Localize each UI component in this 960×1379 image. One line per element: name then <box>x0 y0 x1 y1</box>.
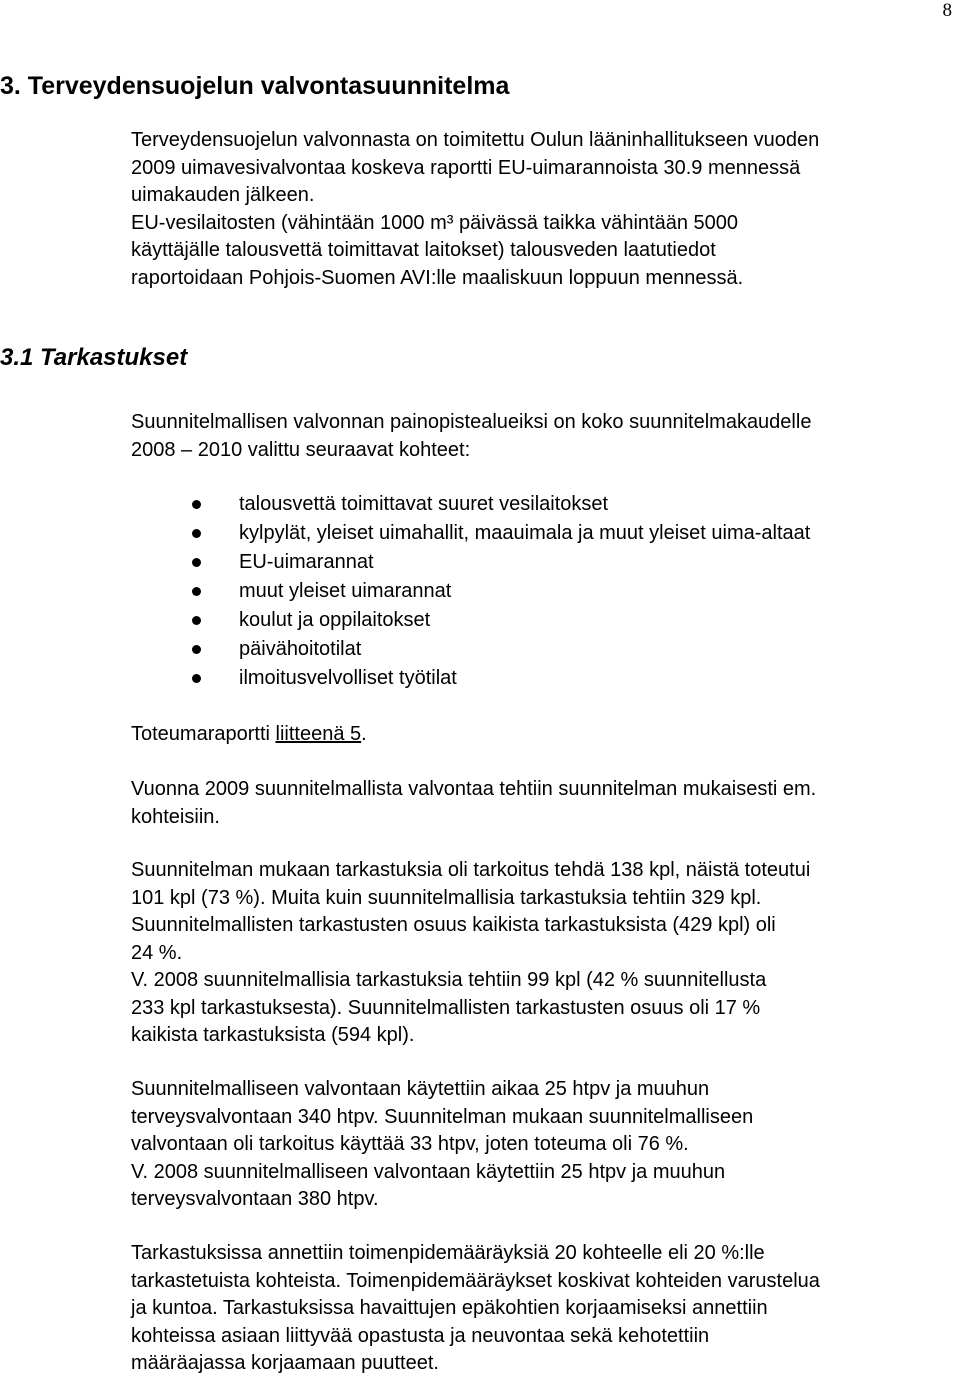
text-line: terveysvalvontaan 380 htpv. <box>131 1188 379 1210</box>
text-line: EU-vesilaitosten (vähintään 1000 m³ päivässä taikka vähintään 5000 <box>131 211 739 234</box>
lead-paragraph <box>131 409 957 464</box>
list-item-label: kylpylät, yleiset uimahallit, maauimala ja muut yleiset uima-altaat <box>239 522 811 544</box>
text-line: uimakauden jälkeen. <box>131 184 315 206</box>
text-line: kohteissa asiaan liittyvää opastusta ja neuvontaa sekä kehotettiin <box>131 1324 710 1347</box>
text-line: Terveydensuojelun valvonnasta on toimitettu Oulun lääninhallitukseen vuoden <box>131 129 820 151</box>
paragraph-inspections <box>131 857 957 1050</box>
list-item <box>131 577 951 606</box>
text-line: kaikista tarkastuksista (594 kpl). <box>131 1024 415 1046</box>
text-line: tarkastetuista kohteista. Toimenpidemääräykset koskivat kohteiden varustelua <box>131 1269 820 1292</box>
list-item-label: EU-uimarannat <box>239 551 374 573</box>
text-line: Tarkastuksissa annettiin toimenpidemääräyksiä 20 kohteelle eli 20 %:lle <box>131 1242 765 1264</box>
text-line: 24 %. <box>131 941 183 964</box>
report-prefix: Toteumaraportti <box>131 723 276 745</box>
target-list <box>131 490 951 693</box>
bullet-icon <box>192 674 201 683</box>
text-line: V. 2008 suunnitelmallisia tarkastuksia tehtiin 99 kpl (42 % suunnitellusta <box>131 969 767 991</box>
subsection-heading: 3.1 Tarkastukset <box>0 344 188 371</box>
text-line: Suunnitelmallisen valvonnan painopistealueiksi on koko suunnitelmakaudelle <box>131 411 812 433</box>
bullet-icon <box>192 558 201 567</box>
bullet-icon <box>192 645 201 654</box>
list-item <box>131 548 951 577</box>
paragraph-2009 <box>131 776 957 831</box>
report-suffix: . <box>361 723 367 745</box>
text-line: 2008 – 2010 valittu seuraavat kohteet: <box>131 438 471 461</box>
text-line: Vuonna 2009 suunnitelmallista valvontaa tehtiin suunnitelman mukaisesti em. <box>131 778 817 800</box>
list-item-label: päivähoitotilat <box>239 638 362 660</box>
paragraph-orders <box>131 1240 957 1378</box>
text-line: raportoidaan Pohjois-Suomen AVI:lle maaliskuun loppuun mennessä. <box>131 266 744 289</box>
list-item <box>131 490 951 519</box>
text-line: käyttäjälle talousvettä toimittavat laitokset) talousveden laatutiedot <box>131 239 716 261</box>
text-line: Suunnitelman mukaan tarkastuksia oli tarkoitus tehdä 138 kpl, näistä toteutui <box>131 859 811 881</box>
text-line: Suunnitelmallisten tarkastusten osuus kaikista tarkastuksista (429 kpl) oli <box>131 914 776 936</box>
report-reference <box>131 721 957 749</box>
page-number: 8 <box>942 0 952 21</box>
text-line: kohteisiin. <box>131 805 220 828</box>
list-item <box>131 606 951 635</box>
attachment-link[interactable]: liitteenä 5 <box>275 723 362 745</box>
list-item <box>131 635 951 664</box>
section-heading: 3. Terveydensuojelun valvontasuunnitelma <box>0 72 510 100</box>
list-item-label: muut yleiset uimarannat <box>239 580 452 602</box>
text-line: Suunnitelmalliseen valvontaan käytettiin aikaa 25 htpv ja muuhun <box>131 1078 710 1100</box>
text-line: määräajassa korjaamaan puutteet. <box>131 1352 439 1374</box>
paragraph-workdays <box>131 1076 957 1214</box>
bullet-icon <box>192 587 201 596</box>
text-line: valvontaan oli tarkoitus käyttää 33 htpv, joten toteuma oli 76 %. <box>131 1133 689 1155</box>
text-line: 2009 uimavesivalvontaa koskeva raportti EU-uimarannoista 30.9 mennessä <box>131 156 801 179</box>
bullet-icon <box>192 616 201 625</box>
list-item-label: ilmoitusvelvolliset työtilat <box>239 667 457 689</box>
intro-paragraph <box>131 127 957 292</box>
text-line: 101 kpl (73 %). Muita kuin suunnitelmallisia tarkastuksia tehtiin 329 kpl. <box>131 886 762 909</box>
bullet-icon <box>192 529 201 538</box>
list-item <box>131 664 951 693</box>
text-line: 233 kpl tarkastuksesta). Suunnitelmallisten tarkastusten osuus oli 17 % <box>131 996 761 1019</box>
text-line: V. 2008 suunnitelmalliseen valvontaan käytettiin 25 htpv ja muuhun <box>131 1160 726 1183</box>
bullet-icon <box>192 500 201 509</box>
text-line: ja kuntoa. Tarkastuksissa havaittujen epäkohtien korjaamiseksi annettiin <box>131 1297 768 1319</box>
list-item <box>131 519 951 548</box>
text-line: terveysvalvontaan 340 htpv. Suunnitelman mukaan suunnitelmalliseen <box>131 1105 754 1128</box>
list-item-label: talousvettä toimittavat suuret vesilaitokset <box>239 493 609 515</box>
list-item-label: koulut ja oppilaitokset <box>239 609 431 631</box>
